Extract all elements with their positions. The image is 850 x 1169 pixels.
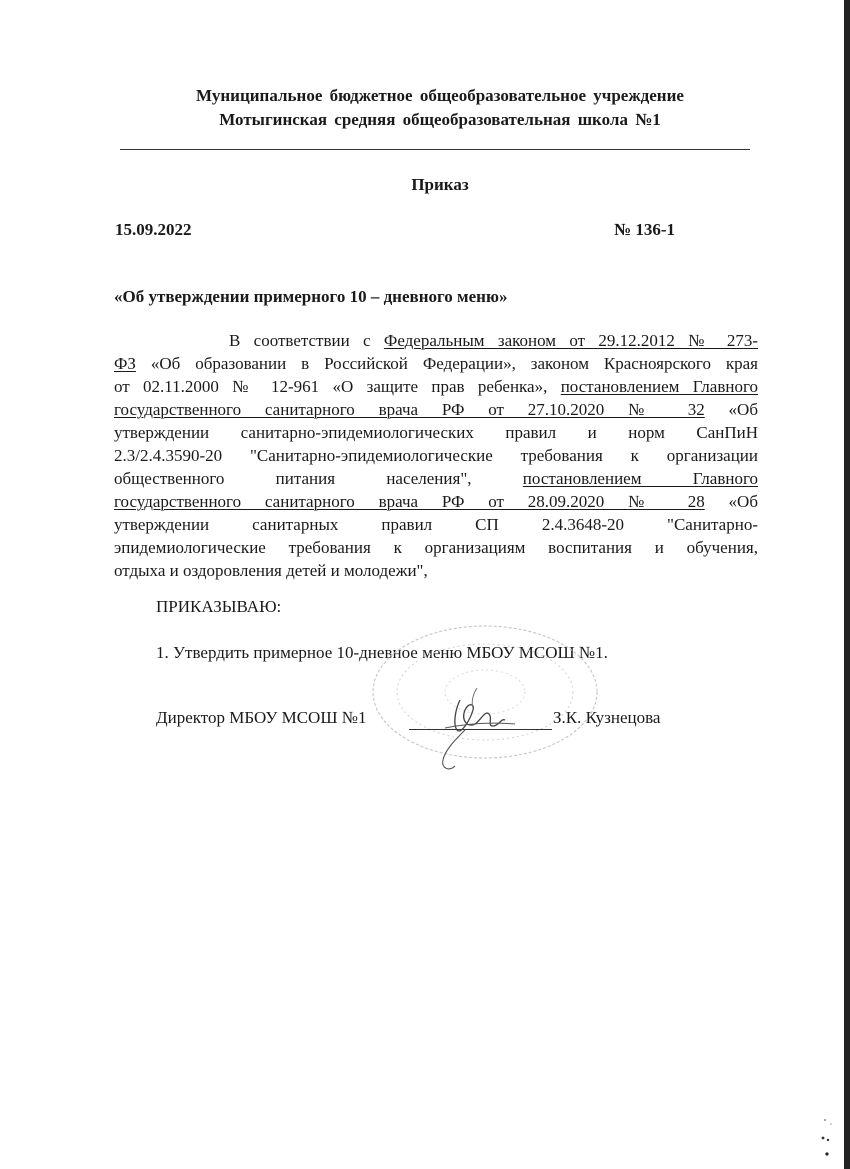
body-line bbox=[114, 423, 758, 443]
legal-reference-link: постановлением Главного bbox=[522, 469, 758, 488]
body-text-segment: общественного питания населения", bbox=[114, 469, 523, 488]
legal-reference-link: государственного санитарного врача РФ от 28.09.2020 № 28 bbox=[114, 492, 705, 511]
body-text-segment: В соответствии с bbox=[229, 331, 384, 350]
legal-reference-link: постановлением Главного bbox=[560, 377, 758, 396]
body-line bbox=[114, 446, 758, 466]
scan-specks bbox=[815, 1110, 845, 1160]
handwritten-signature bbox=[415, 680, 525, 780]
header-divider bbox=[120, 149, 750, 150]
body-line bbox=[114, 561, 758, 581]
signatory-position: Директор МБОУ МСОШ №1 bbox=[156, 708, 367, 727]
body-text-segment: отдыха и оздоровления детей и молодежи", bbox=[114, 561, 428, 580]
document-subject: «Об утверждении примерного 10 – дневного меню» bbox=[114, 287, 508, 306]
organization-name-line2: Мотыгинская средняя общеобразовательная школа №1 bbox=[219, 110, 661, 129]
document-date: 15.09.2022 bbox=[115, 220, 192, 239]
body-text-segment: утверждении санитарно-эпидемиологических правил и норм СанПиН bbox=[114, 423, 758, 442]
body-line bbox=[229, 331, 758, 351]
body-text-segment: «Об bbox=[704, 492, 758, 511]
body-text-segment: «Об образовании в Российской Федерации», законом Красноярского края bbox=[135, 354, 758, 373]
body-line bbox=[114, 492, 758, 512]
body-line bbox=[114, 515, 758, 535]
legal-reference-link: ФЗ bbox=[114, 354, 136, 373]
body-text-segment: «Об bbox=[704, 400, 758, 419]
order-word: ПРИКАЗЫВАЮ: bbox=[156, 597, 282, 616]
organization-name-line1: Муниципальное бюджетное общеобразовательное учреждение bbox=[196, 86, 684, 105]
body-text-segment: 2.3/2.4.3590-20 "Санитарно-эпидемиологические требования к организации bbox=[114, 446, 758, 465]
body-line bbox=[114, 538, 758, 558]
document-number: № 136-1 bbox=[614, 220, 675, 239]
body-line bbox=[114, 400, 758, 420]
legal-reference-link: Федеральным законом от 29.12.2012 № 273- bbox=[383, 331, 758, 350]
document-title: Приказ bbox=[411, 175, 469, 194]
legal-reference-link: государственного санитарного врача РФ от 27.10.2020 № 32 bbox=[114, 400, 705, 419]
body-text-segment: эпидемиологические требования к организациям воспитания и обучения, bbox=[114, 538, 758, 557]
body-line bbox=[114, 377, 758, 397]
body-text-segment: утверждении санитарных правил СП 2.4.3648-20 "Санитарно- bbox=[114, 515, 758, 534]
body-line bbox=[114, 354, 758, 374]
order-item: 1. Утвердить примерное 10-дневное меню МБОУ МСОШ №1. bbox=[156, 643, 608, 662]
body-text-segment: от 02.11.2000 № 12-961 «О защите прав ребенка», bbox=[114, 377, 561, 396]
body-line bbox=[114, 469, 758, 489]
signatory-name: З.К. Кузнецова bbox=[553, 708, 661, 727]
